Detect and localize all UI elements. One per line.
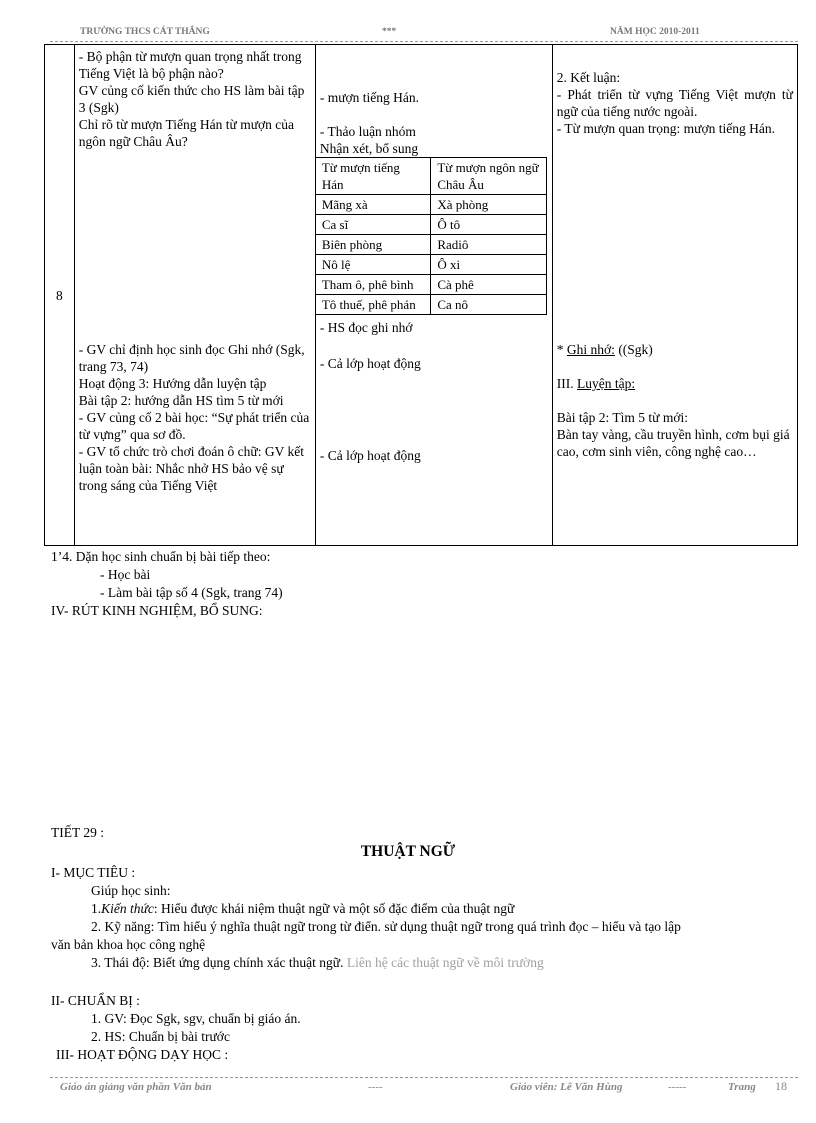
activities-heading: III- HOẠT ĐỘNG DẠY HỌC : xyxy=(56,1047,229,1062)
european-word: Xà phòng xyxy=(431,195,547,215)
practice-number: III. xyxy=(556,376,578,391)
han-word: Ca sĩ xyxy=(315,215,431,235)
school-year: NĂM HỌC 2010-2011 xyxy=(610,27,700,37)
conclusion-title: 2. Kết luận: xyxy=(556,70,621,85)
borrowed-words-table xyxy=(315,157,547,315)
footer-page-label: Trang xyxy=(728,1081,756,1093)
student-line: - Cả lớp hoạt động xyxy=(319,448,421,463)
content-column xyxy=(552,45,797,546)
knowledge-label: Kiến thức xyxy=(101,901,154,916)
footer-dashes: ----- xyxy=(668,1081,687,1093)
exercise-text: Bàn tay vàng, cầu truyền hình, cơm bụi giá cao, cơm sinh viên, công nghệ cao… xyxy=(556,427,790,459)
practice-label: Luyện tập: xyxy=(577,376,636,391)
table-row xyxy=(315,275,546,295)
european-word: Cà phê xyxy=(431,275,547,295)
review-heading: IV- RÚT KINH NGHIỆM, BỔ SUNG: xyxy=(51,603,263,618)
practice-heading xyxy=(557,375,793,392)
objective-heading: I- MỤC TIÊU : xyxy=(51,865,136,880)
knowledge-line xyxy=(91,901,514,917)
homework-item: - Học bài xyxy=(100,567,151,582)
student-line: - Thảo luận nhóm xyxy=(319,124,416,139)
han-word: Biên phòng xyxy=(315,235,431,255)
school-name: TRƯỜNG THCS CÁT THẮNG xyxy=(80,27,210,37)
prep-heading: II- CHUẨN BỊ : xyxy=(51,993,140,1008)
student-line: - mượn tiếng Hán. xyxy=(319,90,420,105)
european-word: Ô tô xyxy=(431,215,547,235)
header-rule xyxy=(50,41,798,42)
teacher-activities xyxy=(74,45,315,546)
attitude-note: Liên hệ các thuật ngữ về môi trường xyxy=(343,955,544,970)
lesson-table xyxy=(44,44,798,546)
footer-rule xyxy=(50,1077,798,1078)
footer-subject: Giáo án giảng văn phần Văn bản xyxy=(60,1081,212,1093)
knowledge-text: : Hiểu được khái niệm thuật ngữ và một số đặc điểm của thuật ngữ xyxy=(153,901,515,916)
row-number: 8 xyxy=(45,45,75,546)
ghi-nho-ref: ((Sgk) xyxy=(614,342,653,357)
knowledge-number: 1. xyxy=(91,901,102,916)
attitude-text: 3. Thái độ: Biết ứng dụng chính xác thuật ngữ. xyxy=(91,955,344,970)
han-word: Nô lệ xyxy=(315,255,431,275)
header-stars: *** xyxy=(382,27,397,37)
european-word: Ca nô xyxy=(431,295,547,315)
skill-line: 2. Kỹ năng: Tìm hiểu ý nghĩa thuật ngữ trong từ điển. sử dụng thuật ngữ trong quá trình đọc – hiểu và tạo lập xyxy=(91,919,681,934)
han-word: Tô thuế, phê phán xyxy=(315,295,431,315)
exercise-title: Bài tập 2: Tìm 5 từ mới: xyxy=(556,410,688,425)
inner-header-han: Từ mượn tiếng Hán xyxy=(315,158,431,195)
table-row xyxy=(45,45,798,546)
student-activities xyxy=(315,45,552,546)
table-row xyxy=(315,295,546,315)
footer-dashes: ---- xyxy=(368,1081,383,1093)
teacher-line: - GV củng cố 2 bài học: “Sự phát triển của từ vựng” qua sơ đồ. xyxy=(78,410,310,442)
teacher-line: Bài tập 2: hướng dẫn HS tìm 5 từ mới xyxy=(78,393,284,408)
teacher-line: GV củng cố kiến thức cho HS làm bài tập 3 (Sgk) xyxy=(78,83,305,115)
prep-item: 2. HS: Chuẩn bị bài trước xyxy=(91,1029,230,1044)
conclusion-line: - Từ mượn quan trọng: mượn tiếng Hán. xyxy=(556,121,775,136)
table-row xyxy=(315,195,546,215)
ghi-nho-star: * xyxy=(556,342,567,357)
ghi-nho-label: Ghi nhớ: xyxy=(566,342,615,357)
student-line: - Cả lớp hoạt động xyxy=(319,356,421,371)
page-header xyxy=(80,27,710,41)
teacher-line: Hoạt động 3: Hướng dẫn luyện tập xyxy=(78,376,267,391)
conclusion-line: - Phát triển từ vựng Tiếng Việt mượn từ ngữ của tiếng nước ngoài. xyxy=(556,87,793,119)
attitude-line xyxy=(91,955,544,971)
student-line: Nhận xét, bổ sung xyxy=(319,141,419,156)
inner-header-european: Từ mượn ngôn ngữ Châu Âu xyxy=(431,158,547,195)
footer-teacher: Giáo viên: Lê Văn Hùng xyxy=(510,1081,623,1093)
table-row xyxy=(315,158,546,195)
han-word: Mãng xà xyxy=(315,195,431,215)
teacher-line: - GV tổ chức trò chơi đoán ô chữ: GV kết luận toàn bài: Nhắc nhở HS bảo vệ sự trong sáng của Tiếng Việt xyxy=(78,444,304,493)
prep-item: 1. GV: Đọc Sgk, sgv, chuẩn bị giáo án. xyxy=(91,1011,301,1026)
european-word: Radiô xyxy=(431,235,547,255)
teacher-line: - GV chỉ định học sinh đọc Ghi nhớ (Sgk, trang 73, 74) xyxy=(78,342,305,374)
table-row xyxy=(315,235,546,255)
period-label: TIẾT 29 : xyxy=(51,825,104,840)
help-line: Giúp học sinh: xyxy=(91,883,171,898)
table-row xyxy=(315,215,546,235)
european-word: Ô xi xyxy=(431,255,547,275)
homework-heading: 1’4. Dặn học sinh chuẩn bị bài tiếp theo: xyxy=(51,549,271,564)
footer-page-number: 18 xyxy=(775,1079,787,1093)
lesson-title: THUẬT NGỮ xyxy=(360,843,456,860)
table-row xyxy=(315,255,546,275)
teacher-line: - Bộ phận từ mượn quan trọng nhất trong Tiếng Việt là bộ phận nào? xyxy=(78,49,302,81)
skill-line-cont: văn bản khoa học công nghệ xyxy=(51,937,206,952)
han-word: Tham ô, phê bình xyxy=(315,275,431,295)
ghi-nho xyxy=(557,341,793,358)
homework-item: - Làm bài tập số 4 (Sgk, trang 74) xyxy=(100,585,283,600)
teacher-line: Chỉ rõ từ mượn Tiếng Hán từ mượn của ngôn ngữ Châu Âu? xyxy=(78,117,295,149)
student-line: - HS đọc ghi nhớ xyxy=(319,320,413,335)
